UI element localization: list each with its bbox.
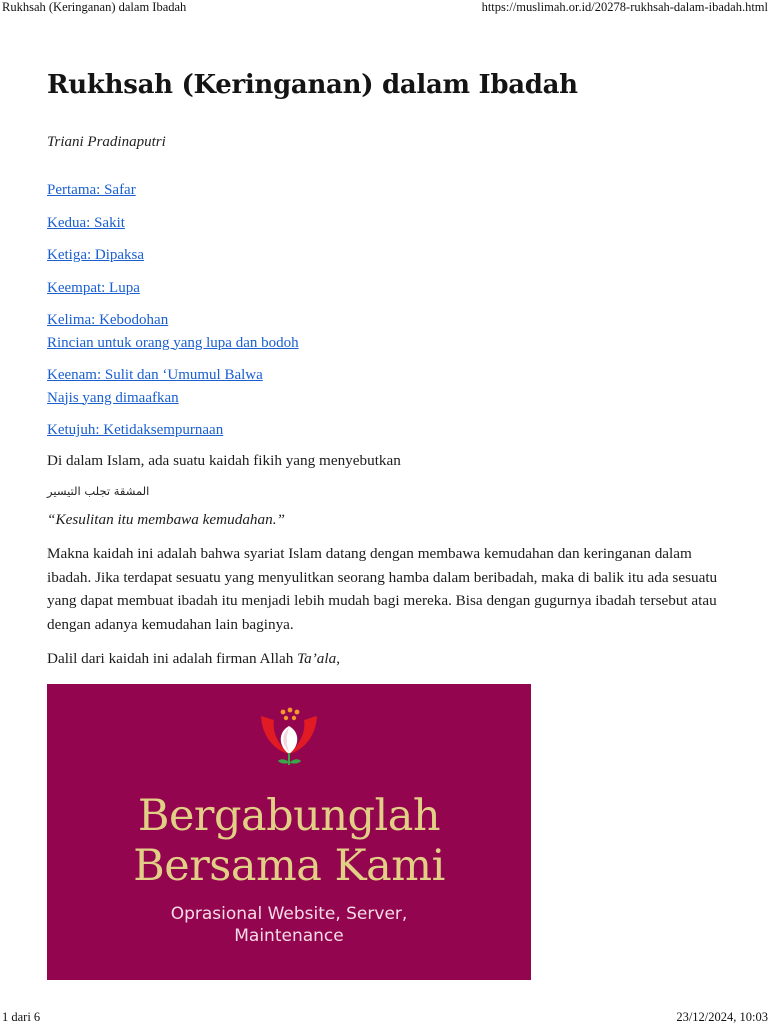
dalil-suffix: , [336, 649, 341, 667]
toc-link[interactable]: Keempat: Lupa [47, 279, 140, 296]
banner-subtitle-line2: Maintenance [234, 926, 344, 946]
toc-link[interactable]: Pertama: Safar [47, 182, 136, 198]
print-page-title: Rukhsah (Keringanan) dalam Ibadah [2, 0, 187, 14]
banner-subtitle [47, 903, 531, 947]
article [47, 66, 727, 670]
toc-link[interactable]: Ketiga: Dipaksa [47, 247, 145, 263]
tulip-flower-logo-icon [256, 706, 322, 776]
print-header [0, 0, 768, 16]
donation-banner[interactable] [47, 684, 531, 980]
toc-group [47, 212, 727, 235]
print-page-number: 1 dari 6 [2, 1010, 41, 1024]
rule-translation-quote: “Kesulitan itu membawa kemudahan.” [47, 510, 285, 528]
toc-group [47, 364, 727, 409]
toc-link[interactable]: Rincian untuk orang yang lupa dan bodoh [47, 334, 299, 351]
table-of-contents [47, 179, 727, 442]
dalil-prefix: Dalil dari kaidah ini adalah firman Allah [47, 649, 298, 667]
toc-group [47, 309, 727, 354]
toc-group [47, 179, 727, 202]
banner-headline-line1: Bergabunglah [137, 791, 441, 841]
intro-paragraph: Di dalam Islam, ada suatu kaidah fikih yang menyebutkan [47, 451, 401, 469]
article-author: Triani Pradinaputri [47, 134, 166, 150]
toc-link[interactable]: Kedua: Sakit [47, 214, 125, 231]
article-title: Rukhsah (Keringanan) dalam Ibadah [47, 70, 578, 100]
toc-link[interactable]: Keenam: Sulit dan ‘Umumul Balwa [47, 367, 263, 383]
print-url[interactable]: https://muslimah.or.id/20278-rukhsah-dalam-ibadah.html [481, 0, 768, 14]
toc-link[interactable]: Ketujuh: Ketidaksempurnaan [47, 422, 224, 438]
body-paragraph: Makna kaidah ini adalah bahwa syariat Islam datang dengan membawa kemudahan dan keringanan dalam ibadah. Jika terdapat sesuatu yang menyulitkan seorang hamba dalam beribadah, maka di balik itu ada sesuatu yang dapat membuat ibadah itu menjadi lebih mudah bagi mereka. Bisa dengan gugurnya ibadah tersebut atau dengan adanya kemudahan lain baginya. [47, 545, 718, 633]
toc-group [47, 277, 727, 300]
print-datetime: 23/12/2024, 10:03 [676, 1010, 768, 1024]
toc-link[interactable]: Kelima: Kebodohan [47, 312, 169, 328]
toc-group [47, 244, 727, 267]
banner-headline [47, 791, 531, 891]
dalil-italic: Ta’ala [297, 649, 337, 667]
toc-group [47, 419, 727, 442]
dalil-paragraph [47, 647, 727, 670]
print-footer [0, 1008, 768, 1024]
banner-subtitle-line1: Oprasional Website, Server, [170, 904, 408, 924]
arabic-rule: المشقة تجلب التيسير [47, 483, 150, 498]
toc-link[interactable]: Najis yang dimaafkan [47, 389, 179, 406]
banner-headline-line2: Bersama Kami [133, 841, 445, 891]
